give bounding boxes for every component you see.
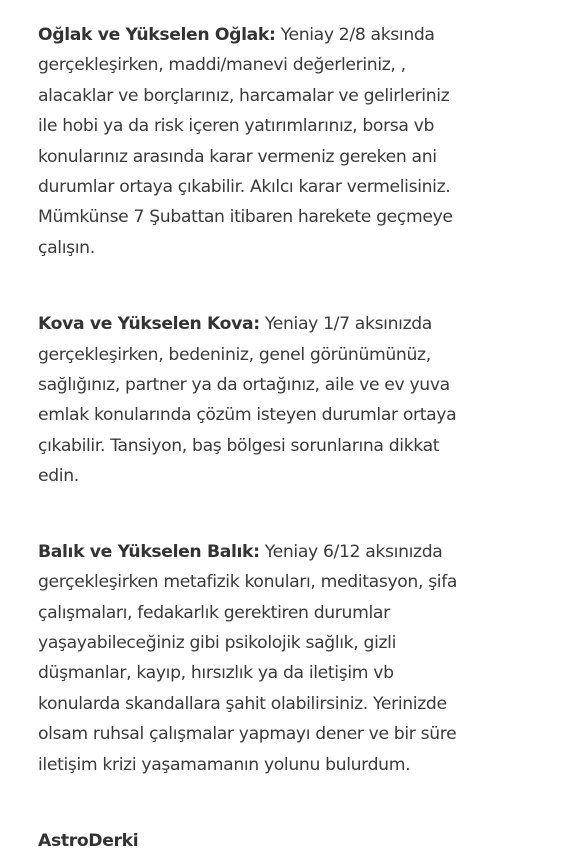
paragraph-line: gerçekleşirken, maddi/manevi değerleriniz, , xyxy=(38,55,406,76)
sign-heading-kova: Kova ve Yükselen Kova: xyxy=(38,314,260,335)
author-signature: AstroDerki xyxy=(38,830,139,851)
paragraph-line: çalışmaları, fedakarlık gerektiren durumlar xyxy=(38,602,390,623)
paragraph-line: ile hobi ya da risk içeren yatırımlarınız, borsa vb xyxy=(38,116,435,137)
paragraph-line: Mümkünse 7 Şubattan itibaren harekete geçmeye xyxy=(38,207,453,228)
paragraph-line: emlak konularında çözüm isteyen durumlar ortaya xyxy=(38,405,457,426)
paragraph-line: gerçekleşirken, bedeniniz, genel görünümünüz, xyxy=(38,344,431,365)
paragraph-line: konularınız arasında karar vermeniz gereken ani xyxy=(38,146,437,167)
paragraph-line: Oğlak ve Yükselen Oğlak: Yeniay 2/8 aksında xyxy=(38,25,435,45)
paragraph-kova xyxy=(38,309,548,491)
sign-heading-balik: Balık ve Yükselen Balık: xyxy=(38,541,260,562)
paragraph-oglak xyxy=(38,20,548,263)
paragraph-line: çıkabilir. Tansiyon, baş bölgesi sorunlarına dikkat xyxy=(38,435,440,456)
paragraph-line: Kova ve Yükselen Kova: Yeniay 1/7 aksınızda xyxy=(38,314,432,335)
paragraph-line: gerçekleşirken metafizik konuları, meditasyon, şifa xyxy=(38,572,458,593)
sign-heading-oglak: Oğlak ve Yükselen Oğlak: xyxy=(38,25,276,45)
article-body xyxy=(38,20,548,856)
paragraph-line: iletişim krizi yaşamamanın yolunu bulurdum. xyxy=(38,754,411,775)
paragraph-balik xyxy=(38,537,548,780)
paragraph-line: alacaklar ve borçlarınız, harcamalar ve gelirleriniz xyxy=(38,85,450,106)
paragraph-line: düşmanlar, kayıp, hırsızlık ya da iletişim vb xyxy=(38,663,394,684)
paragraph-line: edin. xyxy=(38,466,79,487)
paragraph-line: konularda skandallara şahit olabilirsiniz. Yerinizde xyxy=(38,693,447,714)
paragraph-line: Balık ve Yükselen Balık: Yeniay 6/12 aksınızda xyxy=(38,541,443,562)
paragraph-line: olsam ruhsal çalışmalar yapmayı dener ve bir süre xyxy=(38,724,457,745)
paragraph-line: yaşayabileceğiniz gibi psikolojik sağlık, gizli xyxy=(38,632,397,653)
paragraph-line: çalışın. xyxy=(38,237,95,258)
paragraph-line: sağlığınız, partner ya da ortağınız, aile ve ev yuva xyxy=(38,375,450,396)
paragraph-line: durumlar ortaya çıkabilir. Akılcı karar vermelisiniz. xyxy=(38,177,451,198)
